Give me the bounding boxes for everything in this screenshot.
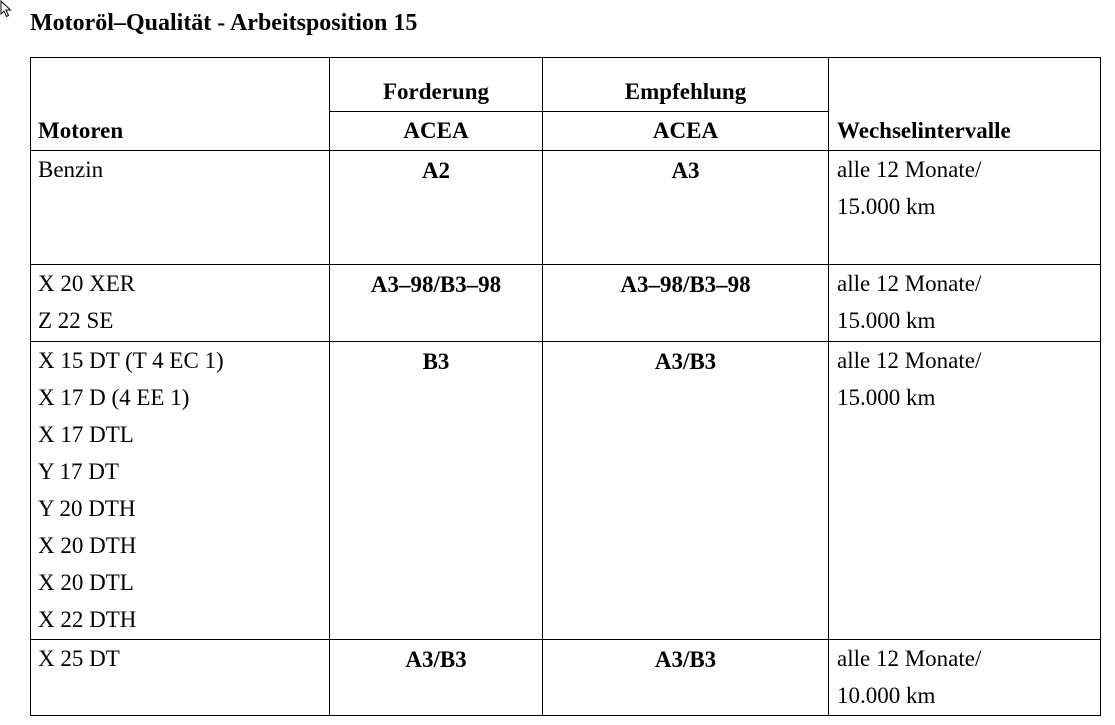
interval-line: alle 12 Monate/ — [837, 348, 982, 373]
table-row-2-engines — [38, 265, 135, 339]
engine-name: X 17 D (4 EE 1) — [38, 385, 190, 410]
engine-name: X 17 DTL — [38, 422, 134, 447]
interval-line: alle 12 Monate/ — [837, 157, 982, 182]
table-border-right — [1100, 57, 1101, 716]
engine-name: X 20 XER — [38, 271, 136, 296]
engine-name: Benzin — [38, 157, 104, 182]
header-wechselintervalle: Wechselintervalle — [837, 118, 1011, 143]
table-row-1-engines — [38, 151, 103, 188]
table-row-1-empfehlung: A3 — [671, 158, 700, 183]
header-forderung: Forderung — [382, 79, 490, 104]
table-row-3-engines — [38, 342, 224, 638]
table-row-4-intervall — [837, 640, 981, 714]
table-row-4-engines — [38, 640, 120, 677]
interval-line: 15.000 km — [837, 385, 936, 410]
interval-line: 15.000 km — [837, 308, 936, 333]
table-row-4-empfehlung: A3/B3 — [654, 647, 717, 672]
header-empfehlung-acea: ACEA — [652, 118, 719, 143]
interval-line: alle 12 Monate/ — [837, 271, 982, 296]
table-row-3-empfehlung: A3/B3 — [654, 349, 717, 374]
engine-name: X 15 DT (T 4 EC 1) — [38, 348, 224, 373]
table-row-1-forderung: A2 — [421, 158, 451, 183]
mouse-pointer-icon — [0, 0, 12, 18]
interval-line: 15.000 km — [837, 194, 936, 219]
table-border-top — [30, 57, 1101, 58]
table-row-2-intervall — [837, 265, 981, 339]
table-row-2-empfehlung: A3–98/B3–98 — [620, 272, 751, 297]
header-empfehlung: Empfehlung — [624, 79, 747, 104]
engine-name: Z 22 SE — [38, 308, 114, 333]
header-subdivider — [329, 111, 829, 112]
table-border-bottom — [30, 715, 1101, 716]
table-row-3-forderung: B3 — [422, 349, 450, 374]
table-border-left — [30, 57, 31, 716]
table-row-4-forderung: A3/B3 — [405, 647, 467, 672]
engine-name: Y 20 DTH — [38, 496, 136, 521]
table-row-1-intervall — [837, 151, 981, 225]
table-row-3-intervall — [837, 342, 981, 416]
header-motoren: Motoren — [38, 118, 124, 143]
table-row-2-forderung: A3–98/B3–98 — [370, 272, 502, 297]
engine-name: X 22 DTH — [38, 607, 137, 632]
column-divider-3 — [828, 57, 829, 716]
engine-name: Y 17 DT — [38, 459, 119, 484]
engine-name: X 20 DTL — [38, 570, 134, 595]
interval-line: alle 12 Monate/ — [837, 646, 982, 671]
header-forderung-acea: ACEA — [403, 118, 469, 143]
engine-name: X 20 DTH — [38, 533, 137, 558]
engine-name: X 25 DT — [38, 646, 120, 671]
page-title: Motoröl–Qualität - Arbeitsposition 15 — [30, 10, 418, 36]
interval-line: 10.000 km — [837, 683, 936, 708]
